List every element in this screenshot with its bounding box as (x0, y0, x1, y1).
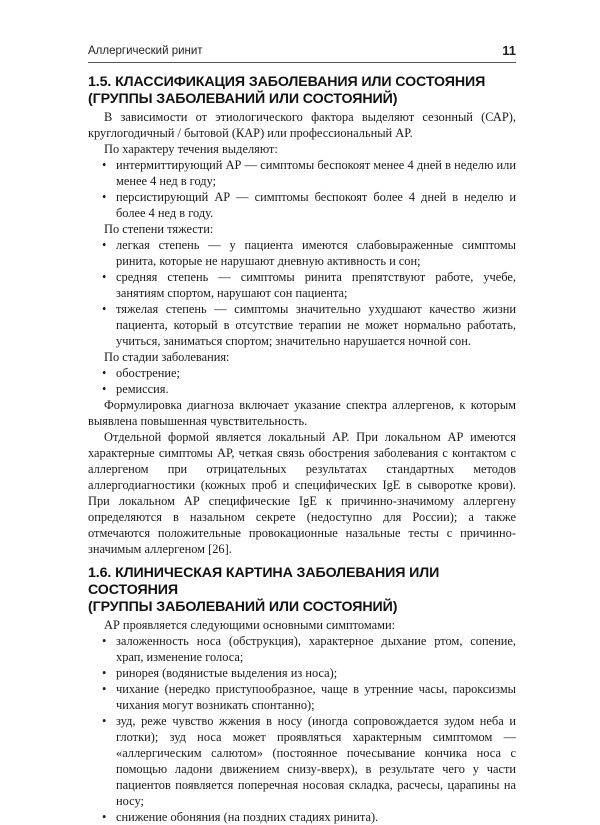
local-ar-paragraph: Отдельной формой является локальный АР. При локальном АР имеются характерные симптомы АР, четкая связь обострения заболевания с контактом с аллергеном при отрицательных результатах стандартных методов аллергодиагностики (кожных проб и специфических IgE в сыворотке крови). При локальном АР специфические IgE к причинно-значимому аллергену определяются в назальном секрете (недоступно для России); а также отмечаются положительные провокационные назальные тесты с причинно-значимым аллергеном [26]. (88, 430, 516, 556)
heading-line-2: (ГРУППЫ ЗАБОЛЕВАНИЙ ИЛИ СОСТОЯНИЙ) (88, 599, 398, 615)
symptoms-intro: АР проявляется следующими основными симптомами: (104, 618, 396, 632)
list-item: • ремиссия. (100, 381, 516, 397)
list-item: • зуд, реже чувство жжения в носу (иногда сопровождается зудом неба и глотки); зуд носа может проявляться характерным симптомом — «аллергическим салютом» (постоянное почесывание кончика носа с помощью ладони движением снизу-вверх), в результате чего у части пациентов появляется поперечная носовая складка, расчесы, царапины на носу; (100, 713, 516, 809)
course-list (88, 157, 516, 221)
course-label: По характеру течения выделяют: (104, 142, 278, 156)
stage-label: По стадии заболевания: (104, 350, 230, 364)
section-1-6-heading (88, 565, 516, 616)
list-item: • снижение обоняния (на поздних стадиях ринита). (100, 809, 516, 825)
page-number: 11 (502, 43, 516, 58)
header-rule (88, 62, 516, 63)
heading-line-1: 1.5. КЛАССИФИКАЦИЯ ЗАБОЛЕВАНИЯ ИЛИ СОСТОЯНИЯ (88, 74, 486, 90)
list-item: • интермиттирующий АР — симптомы беспокоят менее 4 дней в неделю или менее 4 нед в году; (100, 157, 516, 189)
section-gap (88, 557, 516, 565)
list-item: • обострение; (100, 365, 516, 381)
heading-line-1: 1.6. КЛИНИЧЕСКАЯ КАРТИНА ЗАБОЛЕВАНИЯ ИЛИ СОСТОЯНИЯ (88, 565, 440, 598)
running-header (88, 42, 516, 62)
classification-intro: В зависимости от этиологического фактора выделяют сезонный (САР), круглогодичный / бытовой (КАР) или профессиональный АР. (88, 110, 516, 140)
diagnosis-paragraph: Формулировка диагноза включает указание спектра аллергенов, к которым выявлена повышенная чувствительность. (88, 398, 516, 428)
stage-list (88, 365, 516, 397)
page-body (88, 74, 516, 825)
heading-line-2: (ГРУППЫ ЗАБОЛЕВАНИЙ ИЛИ СОСТОЯНИЙ) (88, 91, 398, 107)
list-item: • персистирующий АР — симптомы беспокоят более 4 дней в неделю и более 4 нед в году. (100, 189, 516, 221)
severity-list (88, 237, 516, 349)
list-item: • ринорея (водянистые выделения из носа); (100, 665, 516, 681)
symptoms-list (88, 633, 516, 825)
list-item: • средняя степень — симптомы ринита препятствуют работе, учебе, занятиям спортом, нарушают сон пациента; (100, 269, 516, 301)
list-item: • чихание (нередко приступообразное, чаще в утренние часы, пароксизмы чихания могут возникать спонтанно); (100, 681, 516, 713)
severity-label: По степени тяжести: (104, 222, 214, 236)
section-1-5-heading (88, 74, 516, 108)
list-item: • тяжелая степень — симптомы значительно ухудшают качество жизни пациента, который в отсутствие терапии не может нормально работать, учиться, заниматься спортом; значительно нарушается ночной сон. (100, 301, 516, 349)
list-item: • заложенность носа (обструкция), характерное дыхание ртом, сопение, храп, изменение голоса; (100, 633, 516, 665)
list-item: • легкая степень — у пациента имеются слабовыраженные симптомы ринита, которые не нарушают дневную активность и сон; (100, 237, 516, 269)
running-title: Аллергический ринит (88, 45, 203, 57)
